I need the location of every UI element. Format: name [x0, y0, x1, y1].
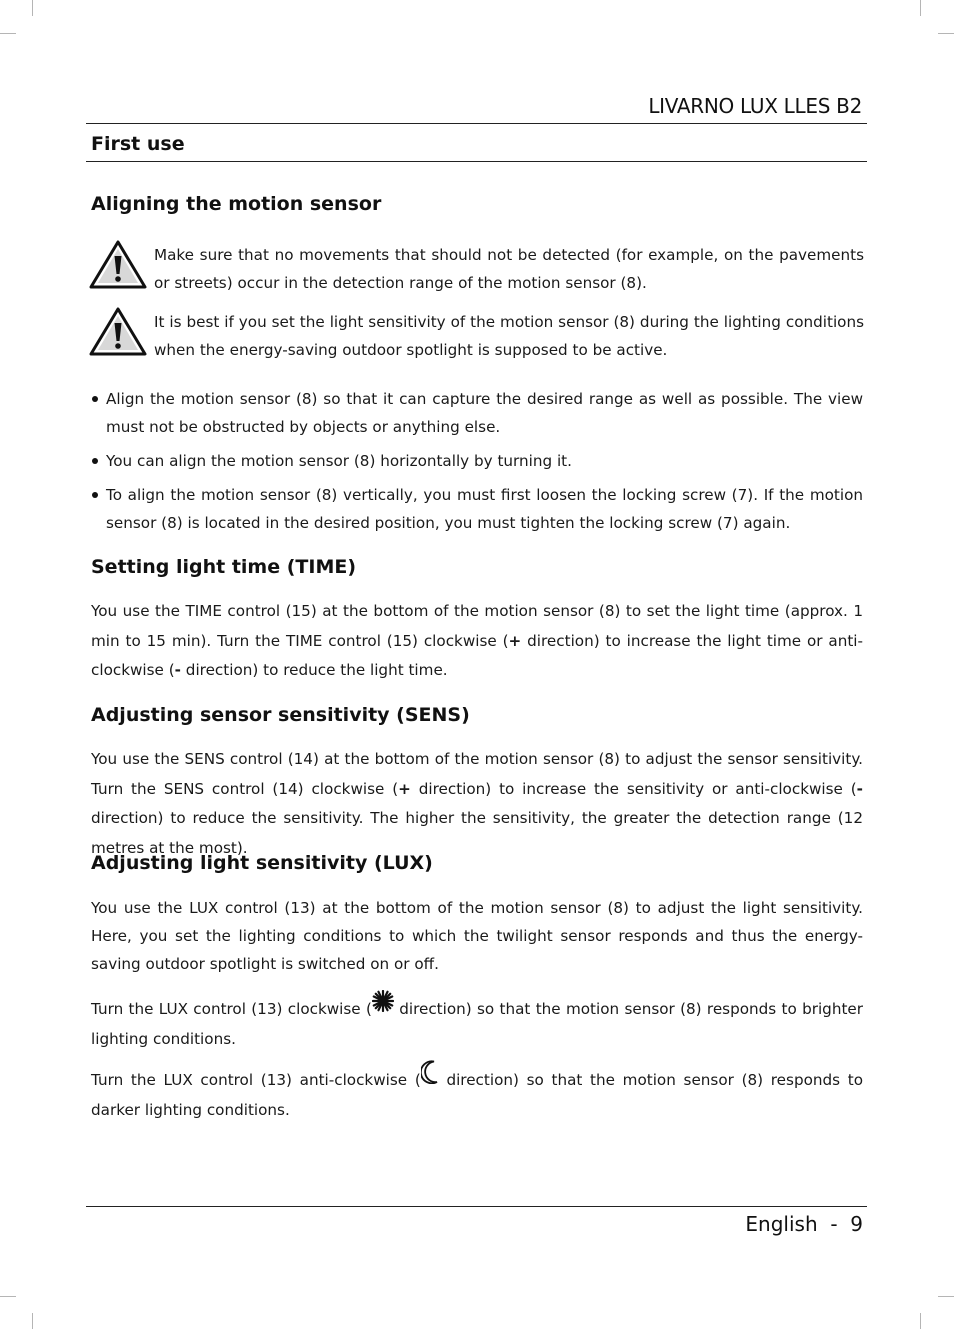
time-text-b: direction) to increase the light time or anti-clockwise ( — [91, 631, 864, 679]
crop-mark — [0, 1296, 16, 1297]
bullet-text: To align the motion sensor (8) vertically, you must first loosen the locking screw (7). If the motion sensor (8) is located in the desired position, you must tighten the locking screw (7) again. — [106, 486, 863, 532]
list-item — [91, 385, 863, 441]
bullet-text: You can align the motion sensor (8) horizontally by turning it. — [106, 452, 572, 470]
warning-note-1 — [88, 239, 864, 299]
document-header-title: LIVARNO LUX LLES B2 — [648, 94, 862, 118]
crop-mark — [938, 1296, 954, 1297]
moon-icon — [421, 1060, 439, 1084]
crop-mark — [32, 1313, 33, 1329]
bullet-list — [91, 385, 863, 543]
bullet-dot-icon — [92, 396, 98, 402]
bullet-dot-icon — [92, 458, 98, 464]
lux-text-c: Turn the LUX control (13) anti-clockwise ( — [91, 1071, 421, 1089]
sens-text-b: direction) to increase the sensitivity or anti-clockwise ( — [410, 779, 857, 798]
lux-paragraph-2 — [91, 990, 863, 1054]
time-text-c: direction) to reduce the light time. — [180, 661, 448, 679]
lux-text-a: Turn the LUX control (13) clockwise ( — [91, 1000, 372, 1018]
minus-symbol: - — [174, 661, 181, 679]
sun-icon — [372, 990, 394, 1012]
heading-adjusting-light-sensitivity: Adjusting light sensitivity (LUX) — [91, 852, 433, 874]
heading-adjusting-sensor-sensitivity: Adjusting sensor sensitivity (SENS) — [91, 704, 470, 726]
heading-setting-light-time: Setting light time (TIME) — [91, 556, 357, 578]
list-item — [91, 481, 863, 537]
header-rule — [86, 123, 867, 124]
bullet-dot-icon — [92, 492, 98, 498]
time-text-a: You use the TIME control (15) at the bottom of the motion sensor (8) to set the light time (approx. 1 min to 15 min). Turn the TIME control (15) clockwise ( — [91, 602, 863, 650]
sens-paragraph — [91, 745, 863, 863]
lux-paragraph-3 — [91, 1060, 863, 1125]
warning-text-2: It is best if you set the light sensitivity of the motion sensor (8) during the lighting conditions when the energy-saving outdoor spotlight is supposed to be active. — [154, 313, 864, 359]
section-rule — [86, 161, 867, 162]
crop-mark — [920, 1313, 921, 1329]
page-number: English - 9 — [745, 1212, 863, 1236]
minus-symbol: - — [856, 779, 863, 798]
section-title: First use — [91, 133, 185, 155]
lux-text-b: direction) so that the motion sensor (8) responds to brighter lighting conditions. — [91, 1000, 863, 1048]
sens-text-a: You use the SENS control (14) at the bottom of the motion sensor (8) to adjust the sensor sensitivity. Turn the SENS control (14) clockwise ( — [91, 750, 863, 798]
crop-mark — [0, 33, 16, 34]
lux-text-d: direction) so that the motion sensor (8) responds to darker lighting conditions. — [91, 1071, 863, 1119]
plus-symbol: + — [508, 631, 522, 650]
bullet-text: Align the motion sensor (8) so that it can capture the desired range as well as possible. The view must not be obstructed by objects or anything else. — [106, 390, 863, 436]
crop-mark — [920, 0, 921, 16]
warning-text-1: Make sure that no movements that should not be detected (for example, on the pavements or streets) occur in the detection range of the motion sensor (8). — [154, 246, 864, 292]
sens-text-c: direction) to reduce the sensitivity. The higher the sensitivity, the greater the detection range (12 metres at the most). — [91, 809, 863, 857]
crop-mark — [32, 0, 33, 16]
list-item — [91, 447, 863, 475]
heading-aligning-motion-sensor: Aligning the motion sensor — [91, 193, 382, 215]
plus-symbol: + — [398, 779, 411, 798]
crop-mark — [938, 33, 954, 34]
footer-rule — [86, 1206, 867, 1207]
warning-triangle-icon — [88, 306, 148, 358]
warning-triangle-icon — [88, 239, 148, 291]
lux-paragraph-1: You use the LUX control (13) at the bottom of the motion sensor (8) to adjust the light sensitivity. Here, you set the lighting conditions to which the twilight sensor responds and thus the energy-saving outdoor spotlight is switched on or off. — [91, 899, 863, 973]
time-paragraph — [91, 597, 863, 686]
warning-note-2 — [88, 306, 864, 366]
